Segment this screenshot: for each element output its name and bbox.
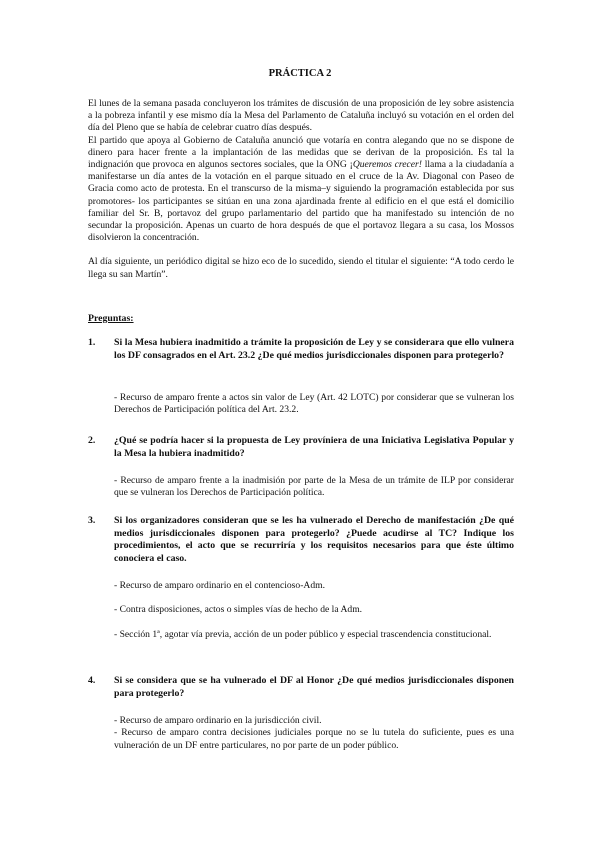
question-text: Si la Mesa hubiera inadmitido a trámite la proposición de Ley y se considerara que ello vulnera los DF consagrados en el Art. 23.2 ¿De qué medios jurisdiccionales disponen para protegerlo? [114,337,514,361]
ngo-name: Queremos crecer! [352,159,422,171]
answers-2 [114,475,514,500]
answer-item: - Sección 1ª, agotar vía previa, acción de un poder público y especial trascendencia constitucional. [114,628,492,640]
inline-exclamation: ¡ [349,159,353,171]
paragraph-3: Al día siguiente, un periódico digital se hizo eco de lo sucedido, siendo el titular el siguiente: “A todo cerdo le llega su san Martín”. [88,256,514,280]
paragraph-2-start: El partido que apoya al Gobierno de Cataluña anunció que votaría en contra alegando que no se dispone de dinero para hacer frente a la implantación de las medidas que se derivan de la proposición. Es tal la indignación que provoca en algunos sectores sociales, que la ONG [88,134,514,171]
document-title: PRÁCTICA 2 [268,68,332,79]
question-text: ¿Qué se podría hacer si la propuesta de Ley províniera de una Iniciativa Legislativa Popular y la Mesa la hubiera inadmitido? [114,435,514,459]
question-2 [88,435,514,460]
question-4 [88,675,514,700]
answer-item: - Recurso de amparo frente a la inadmisión por parte de la Mesa de un trámite de ILP por considerar que se vulneran los Derechos de Participación política. [114,475,514,499]
answers-3 [114,580,514,641]
answer-item: - Recurso de amparo frente a actos sin valor de Ley (Art. 42 LOTC) por considerar que se vulneran los Derechos de Participación política del Art. 23.2. [114,392,514,416]
question-1 [88,337,514,362]
paragraph-2-end: llama a la ciudadanía a manifestarse un día antes de la votación en el parque situado en el cruce de la Av. Diagonal con Paseo de Gracia como acto de protesta. En el transcurso de la misma–y siguiendo la programación establecida por sus promotores- los participantes se sitúan en una zona ajardinada frente al edificio en el que está el domicilio familiar del Sr. B, portavoz del grupo parlamentario del partido que ha manifestado su intención de no secundar la proposición. Apenas un cuarto de hora después de que el portavoz llegara a su casa, los Mossos disolvieron la concentración. [88,159,515,244]
answer-item: - Recurso de amparo ordinario en el contencioso-Adm. [114,580,325,591]
statement-text [88,98,514,281]
question-3 [88,515,514,565]
question-text: Si los organizadores consideran que se les ha vulnerado el Derecho de manifestación ¿De qué medios jurisdiccionales disponen para protegerlo? ¿Puede acudirse al TC? Indique los procedimientos, el acto que se recurriría y los requisitos necesarios para que éste último conociera el caso. [114,515,514,564]
answer-item: - Recurso de amparo ordinario en la jurisdicción civil. [114,715,322,726]
question-number: 4. [88,675,96,686]
answer-item: - Recurso de amparo contra decisiones judiciales porque no se lu tutela do suficiente, pues es una vulneración de un DF entre particulares, no por parte de un poder público. [114,727,514,751]
answers-4 [114,715,514,752]
answers-1 [114,392,514,417]
preguntas-heading: Preguntas: [88,313,134,324]
paragraph-2 [88,135,514,245]
question-text: Si se considera que se ha vulnerado el DF al Honor ¿De qué medios jurisdiccionales disponen para protegerlo? [114,675,514,699]
paragraph-1: El lunes de la semana pasada concluyeron los trámites de discusión de una proposición de ley sobre asistencia a la pobreza infantil y ese mismo día la Mesa del Parlamento de Cataluña incluyó su votación en el orden del día del Pleno que se había de celebrar cuatro días después. [88,98,514,134]
answer-item: - Contra disposiciones, actos o simples vías de hecho de la Adm. [114,604,363,616]
question-number: 3. [88,515,96,526]
question-number: 2. [88,435,96,446]
question-number: 1. [88,337,96,348]
